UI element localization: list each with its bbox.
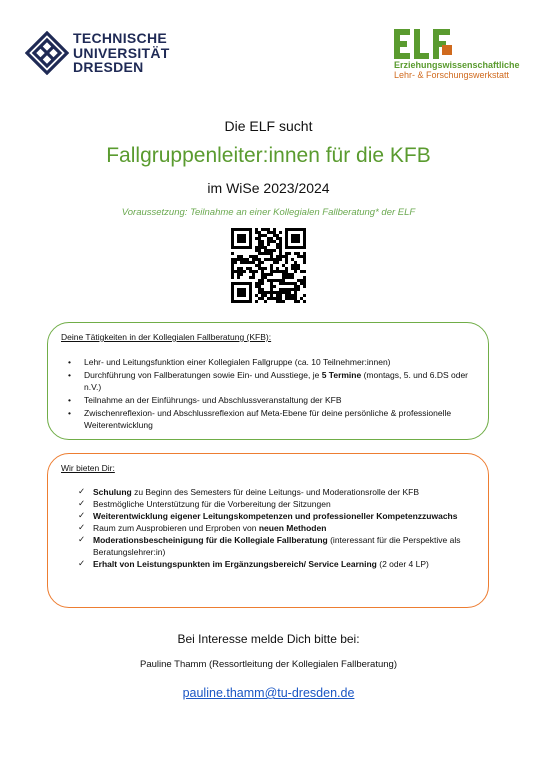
tud-logo [25, 31, 175, 75]
requirement-text: Voraussetzung: Teilnahme an einer Kollegialen Fallberatung* der ELF [121, 207, 416, 218]
semester-text: im WiSe 2023/2024 [207, 180, 330, 196]
elf-logo-line1: Erziehungswissenschaftliche [394, 60, 520, 70]
email-link[interactable]: pauline.thamm@tu-dresden.de [182, 686, 355, 700]
elf-logo-icon [394, 29, 454, 59]
list-item: ✓ Weiterentwicklung eigener Leitungskompetenzen und professioneller Kompetenzzuwachs [78, 510, 478, 522]
contact-prompt: Bei Interesse melde Dich bitte bei: [177, 632, 360, 646]
list-item: • Teilnahme an der Einführungs- und Abschlussveranstaltung der KFB [68, 394, 468, 406]
offers-heading: Wir bieten Dir: [61, 463, 115, 473]
list-item: • Lehr- und Leitungsfunktion einer Kollegialen Fallgruppe (ca. 10 Teilnehmer:innen) [68, 356, 468, 368]
elf-logo [392, 29, 520, 81]
tud-logo-line: TECHNISCHE [73, 30, 168, 46]
list-item: ✓ Bestmögliche Unterstützung für die Vorbereitung der Sitzungen [78, 498, 478, 510]
tasks-box [47, 322, 489, 440]
list-item: • Zwischenreflexion- und Abschlussreflexion auf Meta-Ebene für deine persönliche & professionelle Weiterentwicklung [68, 407, 468, 431]
intro-text: Die ELF sucht [224, 118, 313, 134]
elf-logo-line2: Lehr- & Forschungswerkstatt [394, 70, 510, 80]
list-item: ✓ Moderationsbescheinigung für die Kollegiale Fallberatung (interessant für die Perspektive als Beratungslehrer:in) [78, 534, 478, 558]
tasks-heading: Deine Tätigkeiten in der Kollegialen Fallberatung (KFB): [61, 332, 272, 342]
offers-box [47, 453, 489, 608]
tud-logo-line: UNIVERSITÄT [73, 44, 170, 61]
list-item: ✓ Schulung zu Beginn des Semesters für deine Leitungs- und Moderationsrolle der KFB [78, 486, 478, 498]
list-item: • Durchführung von Fallberatungen sowie Ein- und Ausstiege, je 5 Termine (montags, 5. und 6.DS oder n.V.) [68, 369, 468, 393]
list-item: ✓ Erhalt von Leistungspunkten im Ergänzungsbereich/ Service Learning (2 oder 4 LP) [78, 558, 478, 570]
tasks-list [68, 356, 468, 432]
qr-code[interactable] [231, 228, 306, 303]
offers-list [78, 486, 478, 570]
tud-logo-icon [25, 31, 69, 75]
page-title: Fallgruppenleiter:innen für die KFB [106, 144, 431, 167]
tud-logo-text [73, 31, 170, 75]
contact-person: Pauline Thamm (Ressortleitung der Kollegialen Fallberatung) [140, 659, 397, 670]
list-item: ✓ Raum zum Ausprobieren und Erproben von neuen Methoden [78, 522, 478, 534]
tud-logo-line: DRESDEN [73, 59, 144, 75]
